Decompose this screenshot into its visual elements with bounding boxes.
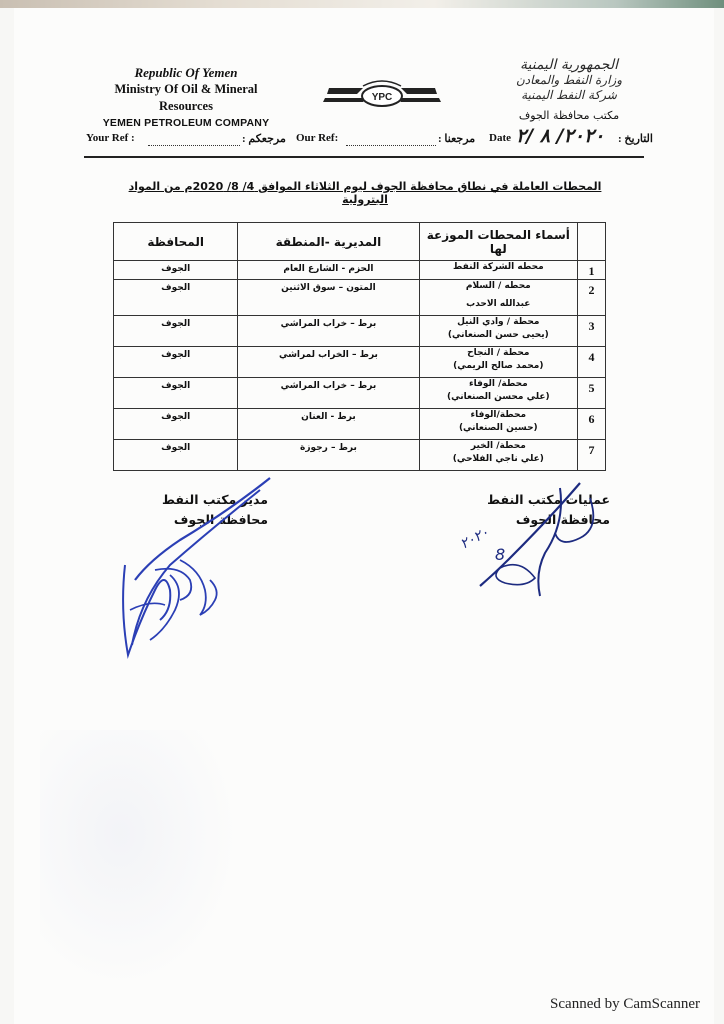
district-cell: برط – خراب المراشي — [280, 319, 377, 329]
station-name: محطه الشركة النفط — [452, 262, 544, 272]
handwritten-signature-right — [440, 478, 620, 598]
row-num: 4 — [578, 347, 606, 378]
letterhead-arabic — [494, 58, 644, 125]
district-cell: برط - العنان — [301, 412, 356, 422]
country-name-ar: الجمهورية اليمنية — [519, 57, 618, 73]
district-cell: الحزم - الشارع العام — [283, 264, 374, 274]
company-name-ar: شركة النفط اليمنية — [521, 88, 617, 102]
row-num: 6 — [578, 409, 606, 440]
governorate-cell: الجوف — [161, 264, 191, 274]
district-cell: برط – رجوزة — [300, 443, 357, 453]
row-num: 1 — [578, 261, 606, 280]
signatory-right-line2: محافظة الجوف — [515, 512, 610, 527]
office-name-ar: مكتب محافظة الجوف — [518, 109, 620, 122]
table-row — [114, 316, 606, 347]
table-row — [114, 378, 606, 409]
ministry-name: Ministry Of Oil & Mineral Resources — [114, 82, 258, 113]
reference-line — [86, 125, 653, 152]
our-ref-label: Our Ref: — [296, 132, 339, 144]
date-value: ٢٠٢٠/ ٨ /٢ — [516, 125, 605, 147]
our-ref-label-ar: مرجعنا : — [438, 133, 476, 145]
governorate-cell: الجوف — [161, 412, 191, 422]
header-governorate: المحافظة — [114, 223, 238, 261]
logo-text: YPC — [371, 92, 393, 103]
stations-table — [113, 222, 606, 471]
scanner-watermark: Scanned by CamScanner — [550, 996, 700, 1012]
district-cell: المتون – سوق الاثنين — [281, 283, 376, 293]
station-name: محطة/ الخير — [470, 441, 526, 451]
date-label: Date — [489, 132, 511, 144]
your-ref-label: Your Ref : — [86, 132, 135, 144]
handwritten-signature-left — [110, 470, 295, 665]
header-station: أسماء المحطات الموزعة لها — [419, 223, 577, 261]
signatory-right-line1: عمليات مكتب النفط — [487, 492, 610, 507]
table-row — [114, 261, 606, 280]
your-ref-label-ar: مرجعكم : — [242, 133, 286, 145]
district-cell: برط – الخراب لمراشي — [278, 350, 378, 360]
station-owner: (حسين الصنعاني) — [458, 423, 538, 433]
row-num: 2 — [578, 280, 606, 316]
svg-text:8: 8 — [495, 545, 506, 564]
our-ref-dots — [346, 145, 436, 146]
company-name: YEMEN PETROLEUM COMPANY — [102, 117, 270, 129]
ypc-logo — [323, 78, 441, 112]
station-name: محطة / النجاح — [467, 348, 530, 358]
table-row — [114, 409, 606, 440]
station-name: محطه / السلام — [465, 281, 531, 291]
governorate-cell: الجوف — [161, 443, 191, 453]
row-num: 7 — [578, 440, 606, 471]
station-owner: (علي محسن الصنعاني) — [446, 392, 550, 402]
country-name: Republic Of Yemen — [134, 65, 238, 80]
station-owner: (يحيى حسن الصنعاني) — [447, 330, 549, 340]
district-cell: برط – خراب المراشي — [280, 381, 377, 391]
scan-smudge — [40, 730, 240, 990]
table-header-row — [114, 223, 606, 261]
your-ref-dots — [148, 145, 240, 146]
signatory-left-line2: محافظة الجوف — [173, 512, 268, 527]
document-title: المحطات العاملة في نطاق محافظة الجوف ليوم الثلاثاء الموافق 4/ 8/ 2020م من المواد البترولية — [128, 180, 602, 206]
table-row — [114, 347, 606, 378]
header-num — [578, 223, 606, 261]
table-row — [114, 280, 606, 316]
station-name: محطة/الوفاء — [470, 410, 527, 420]
row-num: 5 — [578, 378, 606, 409]
letterhead-english — [86, 64, 286, 132]
station-owner: عبدالله الاحدب — [466, 299, 531, 309]
station-owner: (محمد صالح الريمي) — [453, 361, 544, 371]
station-name: محطة/ الوفاء — [468, 379, 528, 389]
ministry-name-ar: وزارة النفط والمعادن — [515, 73, 623, 87]
table-row — [114, 440, 606, 471]
station-name: محطة / وادي النيل — [457, 317, 540, 327]
scan-edge-strip — [0, 0, 724, 8]
station-owner: (علي ناجي الفلاحي) — [452, 454, 544, 464]
governorate-cell: الجوف — [161, 350, 191, 360]
header-divider — [84, 156, 644, 158]
governorate-cell: الجوف — [161, 319, 191, 329]
governorate-cell: الجوف — [161, 283, 191, 293]
signatory-left-line1: مدير مكتب النفط — [162, 492, 268, 507]
row-num: 3 — [578, 316, 606, 347]
date-label-ar: التاريخ : — [618, 133, 653, 145]
governorate-cell: الجوف — [161, 381, 191, 391]
svg-text:٢٠٢٠: ٢٠٢٠ — [457, 524, 492, 553]
header-district: المديرية -المنطقة — [238, 223, 419, 261]
